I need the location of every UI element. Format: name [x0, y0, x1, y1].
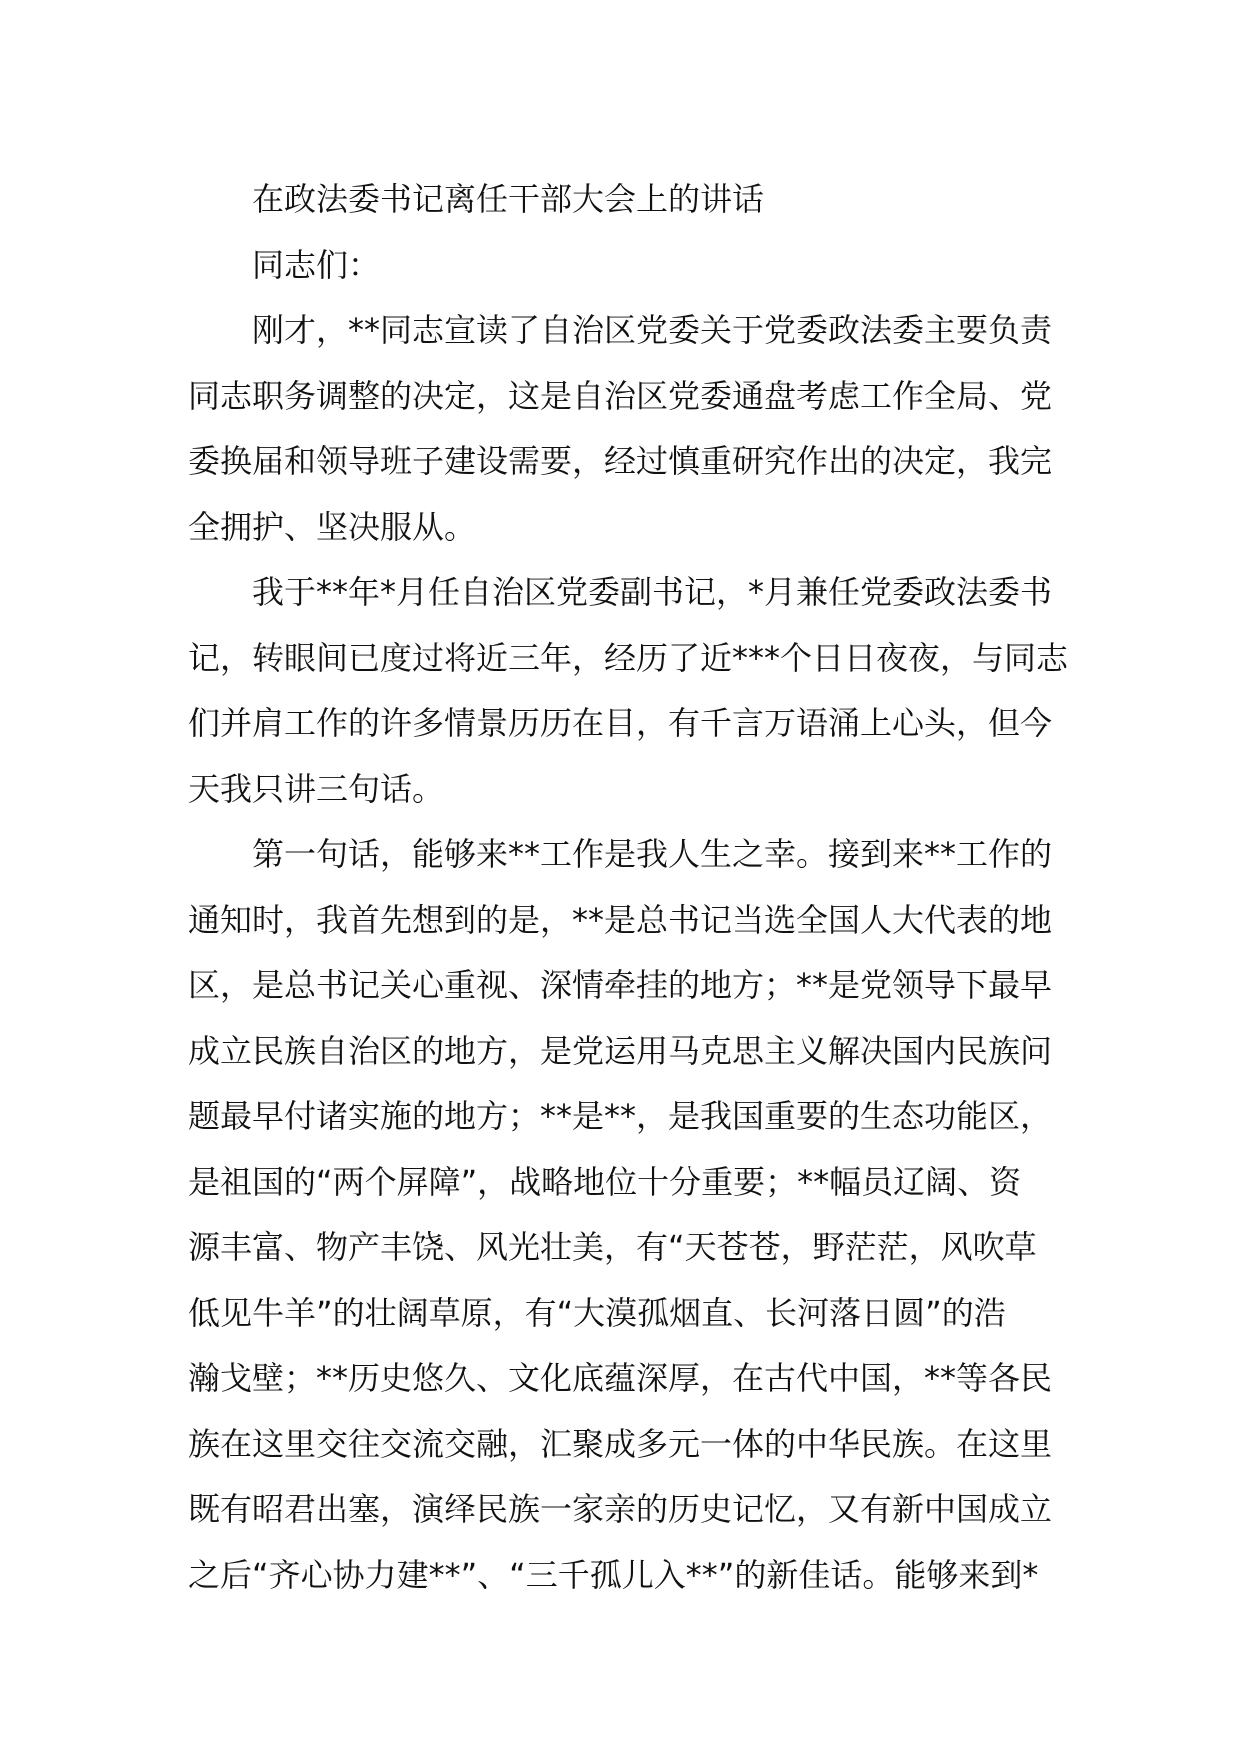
paragraph-3-line: 题最早付诸实施的地方；**是**，是我国重要的生态功能区，	[188, 1097, 1053, 1135]
paragraph-3-line: 低见牛羊”的壮阔草原，有“大漠孤烟直、长河落日圆”的浩	[188, 1293, 1006, 1332]
paragraph-1-line: 全拥护、坚决服从。	[188, 507, 477, 546]
paragraph-1-line: 委换届和领导班子建设需要，经过慎重研究作出的决定，我完	[188, 442, 1053, 480]
paragraph-3-line: 是祖国的“两个屏障”，战略地位十分重要；**幅员辽阔、资	[188, 1162, 1022, 1201]
paragraph-3-line: 成立民族自治区的地方，是党运用马克思主义解决国内民族问	[188, 1031, 1053, 1070]
paragraph-3-line: 之后“齐心协力建**”、“三千孤儿入**”的新佳话。能够来到*	[188, 1555, 1039, 1594]
paragraph-2-line: 我于**年*月任自治区党委副书记，*月兼任党委政法委书	[252, 573, 1053, 611]
paragraph-3-line: 既有昭君出塞，演绎民族一家亲的历史记忆，又有新中国成立	[188, 1490, 1053, 1528]
paragraph-3-line: 通知时，我首先想到的是，**是总书记当选全国人大代表的地	[188, 900, 1053, 939]
paragraph-3-line: 族在这里交往交流交融，汇聚成多元一体的中华民族。在这里	[188, 1424, 1053, 1463]
paragraph-2-line: 记，转眼间已度过将近三年，经历了近***个日日夜夜，与同志	[188, 638, 1069, 677]
document-body	[188, 167, 1069, 1608]
paragraph-2-line: 天我只讲三句话。	[188, 769, 445, 808]
salutation: 同志们：	[252, 245, 381, 284]
paragraph-3-line: 瀚戈壁；**历史悠久、文化底蕴深厚，在古代中国，**等各民	[188, 1359, 1053, 1397]
paragraph-1-line: 同志职务调整的决定，这是自治区党委通盘考虑工作全局、党	[188, 376, 1053, 415]
paragraph-3-line: 第一句话，能够来**工作是我人生之幸。接到来**工作的	[252, 835, 1053, 873]
document-title: 在政法委书记离任干部大会上的讲话	[252, 180, 765, 218]
paragraph-3-line: 区，是总书记关心重视、深情牵挂的地方；**是党领导下最早	[188, 966, 1053, 1004]
paragraph-3-line: 源丰富、物产丰饶、风光壮美，有“天苍苍，野茫茫，风吹草	[188, 1228, 1037, 1266]
paragraph-2-line: 们并肩工作的许多情景历历在目，有千言万语涌上心头，但今	[188, 704, 1053, 742]
paragraph-1-line: 刚才，**同志宣读了自治区党委关于党委政法委主要负责	[252, 311, 1053, 349]
